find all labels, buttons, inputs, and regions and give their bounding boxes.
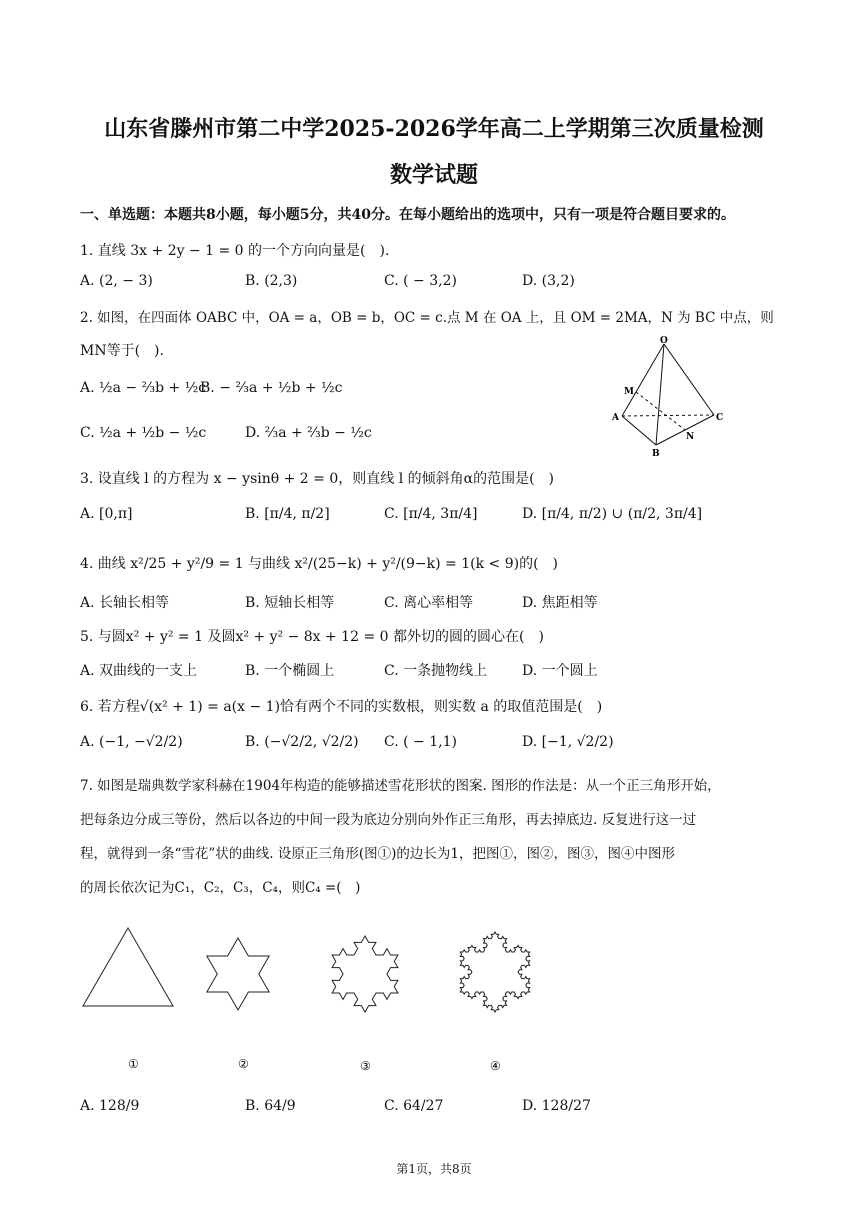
q1-option-a: A. (2, − 3) xyxy=(80,273,153,289)
figure-label-m: M xyxy=(624,387,634,397)
figure-label-1: ① xyxy=(128,1057,139,1071)
question-3-stem: 3. 设直线 l 的方程为 x − ysinθ + 2 = 0，则直线 l 的倾斜角α的范围是( ) xyxy=(80,471,555,487)
koch-snowflake-figures xyxy=(70,900,580,1085)
page-footer: 第1页，共8页 xyxy=(396,1162,472,1176)
q5-option-c: C. 一条抛物线上 xyxy=(384,663,488,679)
question-6-stem: 6. 若方程√(x² + 1) = a(x − 1)恰有两个不同的实数根，则实数 a 的取值范围是( ) xyxy=(80,699,603,715)
question-1-stem: 1. 直线 3x + 2y − 1 = 0 的一个方向向量是( ). xyxy=(80,243,390,259)
figure-label-3: ③ xyxy=(360,1059,371,1073)
q7-option-b: B. 64/9 xyxy=(245,1098,296,1114)
q1-option-c: C. ( − 3,2) xyxy=(384,273,457,289)
figure-label-b: B xyxy=(652,449,660,459)
koch-iteration-4 xyxy=(460,932,529,1012)
q2-option-a: A. ½a − ⅔b + ½c xyxy=(80,380,207,396)
q3-option-b: B. [π/4, π/2] xyxy=(245,506,330,522)
figure-label-2: ② xyxy=(238,1057,249,1071)
question-4-stem: 4. 曲线 x²/25 + y²/9 = 1 与曲线 x²/(25−k) + y²/(9−k) = 1(k < 9)的( ) xyxy=(80,556,559,572)
q6-option-b: B. (−√2/2, √2/2) xyxy=(245,734,359,750)
koch-iteration-1 xyxy=(83,928,173,1006)
section-heading: 一、单选题：本题共8小题，每小题5分，共40分。在每小题给出的选项中，只有一项是符合题目要求的。 xyxy=(80,207,735,223)
koch-iteration-3 xyxy=(332,936,398,1012)
q5-option-b: B. 一个椭圆上 xyxy=(245,663,335,679)
question-2-stem-line2: MN等于( ). xyxy=(80,343,164,359)
q3-option-a: A. [0,π] xyxy=(80,506,133,522)
q4-option-d: D. 焦距相等 xyxy=(522,595,598,611)
figure-label-n: N xyxy=(686,432,695,442)
q2-option-c: C. ½a + ½b − ½c xyxy=(80,425,207,441)
koch-iteration-2 xyxy=(207,938,269,1010)
exam-title: 山东省滕州市第二中学2025-2026学年高二上学期第三次质量检测 xyxy=(104,116,764,142)
q4-option-a: A. 长轴长相等 xyxy=(80,595,170,611)
exam-subtitle: 数学试题 xyxy=(389,162,478,188)
q4-option-b: B. 短轴长相等 xyxy=(245,595,335,611)
q4-option-c: C. 离心率相等 xyxy=(384,595,474,611)
q6-option-d: D. [−1, √2/2) xyxy=(522,734,614,750)
q3-option-d: D. [π/4, π/2) ∪ (π/2, 3π/4] xyxy=(522,506,703,522)
q5-option-a: A. 双曲线的一支上 xyxy=(80,663,198,679)
q1-option-d: D. (3,2) xyxy=(522,273,575,289)
q7-option-a: A. 128/9 xyxy=(80,1098,140,1114)
q3-option-c: C. [π/4, 3π/4] xyxy=(384,506,478,522)
tetrahedron-figure xyxy=(610,336,750,460)
q1-option-b: B. (2,3) xyxy=(245,273,298,289)
q2-option-b: B. − ⅔a + ½b + ½c xyxy=(200,380,343,396)
question-7-line3: 程，就得到一条“雪花”状的曲线. 设原正三角形(图①)的边长为1，把图①，图②，图③，图④中图形 xyxy=(80,846,676,862)
question-7-line1: 7. 如图是瑞典数学家科赫在1904年构造的能够描述雪花形状的图案. 图形的作法是：从一个正三角形开始， xyxy=(80,778,721,794)
figure-label-4: ④ xyxy=(490,1059,501,1073)
figure-label-a: A xyxy=(612,413,619,423)
q7-option-c: C. 64/27 xyxy=(384,1098,444,1114)
figure-label-o: O xyxy=(660,336,668,346)
question-5-stem: 5. 与圆x² + y² = 1 及圆x² + y² − 8x + 12 = 0 都外切的圆的圆心在( ) xyxy=(80,629,544,645)
q7-option-d: D. 128/27 xyxy=(522,1098,591,1114)
question-2-stem-line1: 2. 如图，在四面体 OABC 中，OA = a，OB = b，OC = c.点 M 在 OA 上，且 OM = 2MA，N 为 BC 中点，则 xyxy=(80,310,774,326)
figure-label-c: C xyxy=(716,413,724,423)
q6-option-a: A. (−1, −√2/2) xyxy=(80,734,183,750)
q2-option-d: D. ⅔a + ⅔b − ½c xyxy=(245,425,372,441)
q6-option-c: C. ( − 1,1) xyxy=(384,734,457,750)
question-7-line2: 把每条边分成三等份，然后以各边的中间一段为底边分别向外作正三角形，再去掉底边. 反复进行这一过 xyxy=(80,812,697,828)
q5-option-d: D. 一个圆上 xyxy=(522,663,598,679)
question-7-line4: 的周长依次记为C₁，C₂，C₃，C₄，则C₄ =( ) xyxy=(80,880,361,896)
